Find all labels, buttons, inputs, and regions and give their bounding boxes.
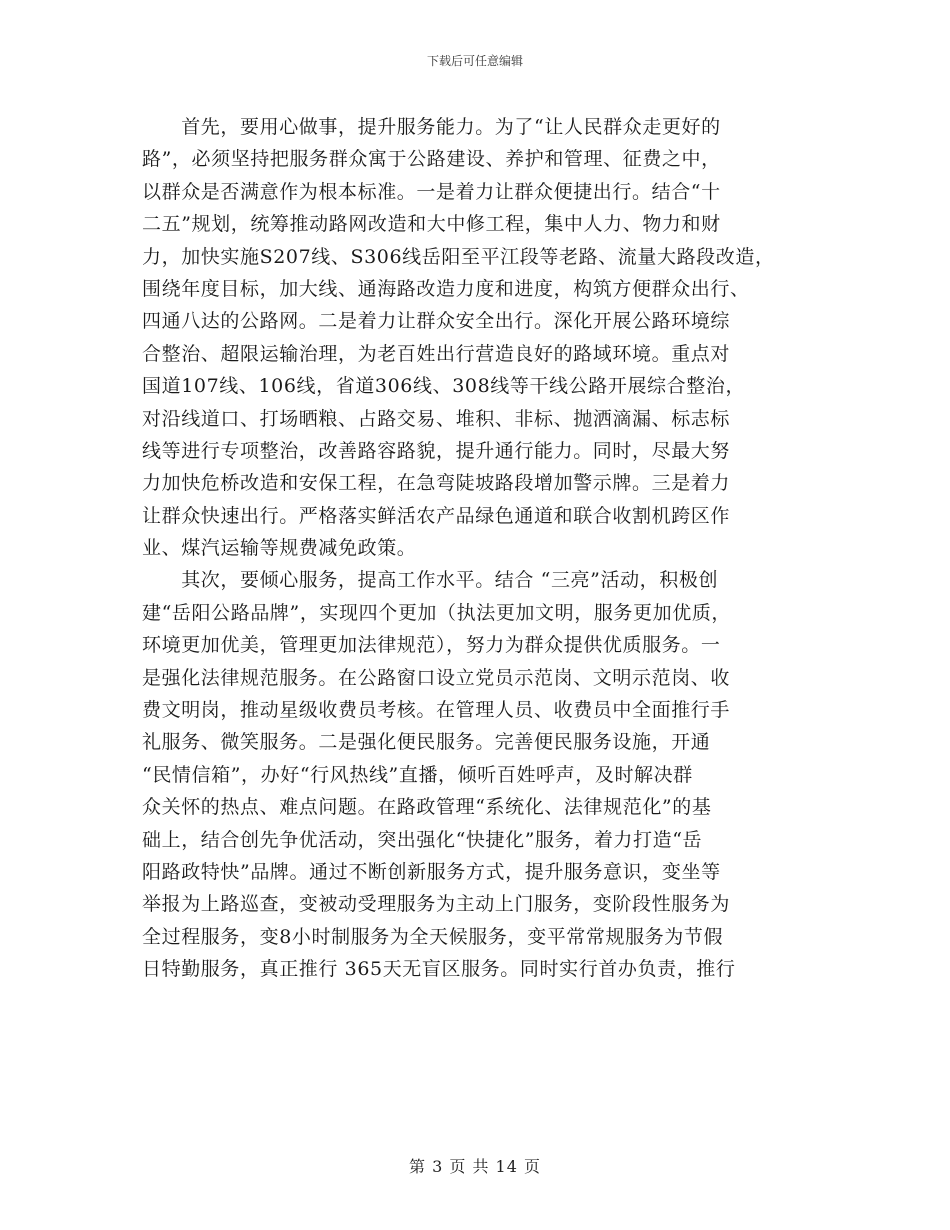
text-line: “民情信箱”，办好“行风热线”直播，倾听百姓呼声，及时解决群 — [142, 763, 693, 786]
text-line: 建“岳阳公路品牌”，实现四个更加（执法更加文明，服务更加优质， — [142, 601, 732, 624]
text-line: 以群众是否满意作为根本标准。一是着力让群众便捷出行。结合“十 — [142, 180, 721, 203]
text-line: 礼服务、微笑服务。二是强化便民服务。完善便民服务设施，开通 — [142, 731, 711, 754]
text-line: 举报为上路巡查，变被动受理服务为主动上门服务，变阶段性服务为 — [142, 893, 731, 916]
text-line: 业、煤汽运输等规费减免政策。 — [142, 537, 417, 560]
text-line: 二五”规划，统筹推动路网改造和大中修工程，集中人力、物力和财 — [142, 213, 721, 236]
text-line: 围绕年度目标，加大线、通海路改造力度和进度，构筑方便群众出行、 — [142, 277, 750, 300]
text-line: 让群众快速出行。严格落实鲜活农产品绿色通道和联合收割机跨区作 — [142, 504, 731, 527]
text-line: 础上，结合创先争优活动，突出强化“快捷化”服务，着力打造“岳 — [142, 828, 703, 851]
text-line: 国道107线、106线，省道306线、308线等干线公路开展综合整治， — [142, 375, 746, 398]
text-line: 四通八达的公路网。二是着力让群众安全出行。深化开展公路环境综 — [142, 310, 731, 333]
text-line: 力加快危桥改造和安保工程，在急弯陡坡路段增加警示牌。三是着力 — [142, 472, 731, 495]
text-line: 环境更加优美，管理更加法律规范），努力为群众提供优质服务。一 — [142, 634, 721, 657]
page-header: 下载后可任意编辑 — [426, 54, 523, 68]
text-line: 阳路政特快”品牌。通过不断创新服务方式，提升服务意识，变坐等 — [142, 860, 721, 883]
text-line: 路”，必须坚持把服务群众寓于公路建设、养护和管理、征费之中， — [142, 148, 721, 171]
text-line: 力，加快实施S207线、S306线岳阳至平江段等老路、流量大路段改造， — [142, 245, 775, 268]
text-line: 是强化法律规范服务。在公路窗口设立党员示范岗、文明示范岗、收 — [142, 666, 731, 689]
text-line: 全过程服务，变8小时制服务为全天候服务，变平常常规服务为节假 — [142, 925, 724, 948]
text-line: 众关怀的热点、难点问题。在路政管理“系统化、法律规范化”的基 — [142, 796, 712, 819]
body-text — [142, 111, 814, 986]
text-line: 费文明岗，推动星级收费员考核。在管理人员、收费员中全面推行手 — [142, 699, 731, 722]
text-line: 日特勤服务，真正推行 365天无盲区服务。同时实行首办负责，推行 — [142, 958, 736, 981]
text-line: 其次，要倾心服务，提高工作水平。结合 “三亮”活动，积极创 — [142, 569, 719, 592]
text-line: 首先，要用心做事，提升服务能力。为了“让人民群众走更好的 — [142, 116, 721, 138]
text-line: 合整治、超限运输治理，为老百姓出行营造良好的路域环境。重点对 — [142, 342, 731, 365]
page-number-footer: 第 3 页 共 14 页 — [409, 1157, 541, 1176]
text-line: 线等进行专项整治，改善路容路貌，提升通行能力。同时，尽最大努 — [142, 439, 731, 462]
text-line: 对沿线道口、打场晒粮、占路交易、堆积、非标、抛洒滴漏、标志标 — [142, 407, 731, 430]
